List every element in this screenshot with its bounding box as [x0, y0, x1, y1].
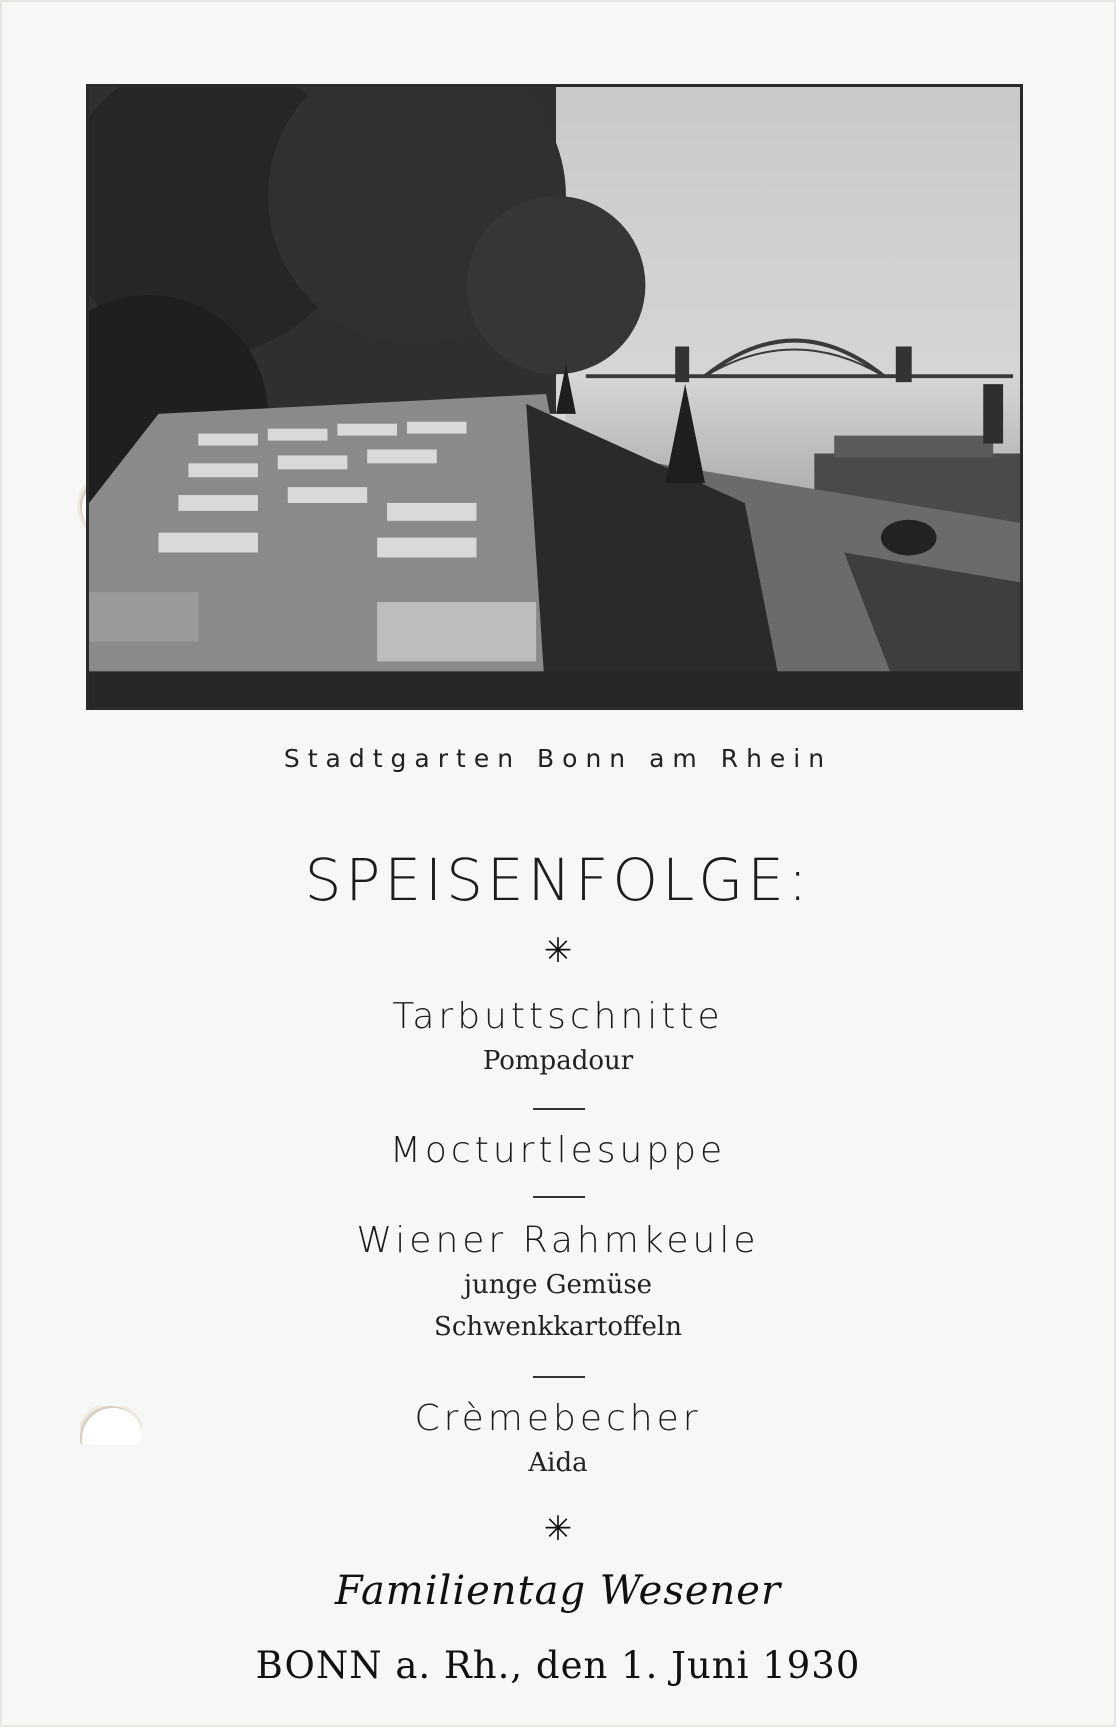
- photo-caption: Stadtgarten Bonn am Rhein: [283, 744, 833, 773]
- course-4: [0, 1396, 1116, 1484]
- place-and-date: BONN a. Rh., den 1. Juni 1930: [255, 1644, 861, 1687]
- riverside-garden-photo: [86, 84, 1023, 710]
- course-2-dish: Mocturtlesuppe: [389, 1130, 727, 1171]
- divider-1: [533, 1108, 585, 1110]
- course-1-dish: Tarbuttschnitte: [392, 996, 724, 1037]
- menu-title: SPEISENFOLGE:: [304, 846, 812, 914]
- event-name: Familientag Wesener: [334, 1568, 782, 1614]
- course-1-note-1: Pompadour: [482, 1046, 634, 1076]
- divider-3: [533, 1376, 585, 1378]
- course-4-note-1: Aida: [528, 1448, 588, 1478]
- star-ornament-top: ✳: [543, 931, 573, 971]
- divider-2: [533, 1196, 585, 1198]
- course-1: [0, 994, 1116, 1082]
- photo-illustration: [89, 87, 1020, 707]
- star-ornament-bottom: ✳: [543, 1509, 573, 1549]
- course-2: [0, 1128, 1116, 1174]
- course-3: [0, 1218, 1116, 1348]
- course-3-dish: Wiener Rahmkeule: [356, 1220, 760, 1261]
- course-3-note-1: junge Gemüse: [463, 1270, 653, 1300]
- course-4-dish: Crèmebecher: [414, 1398, 702, 1439]
- course-3-note-2: Schwenkkartoffeln: [434, 1312, 682, 1342]
